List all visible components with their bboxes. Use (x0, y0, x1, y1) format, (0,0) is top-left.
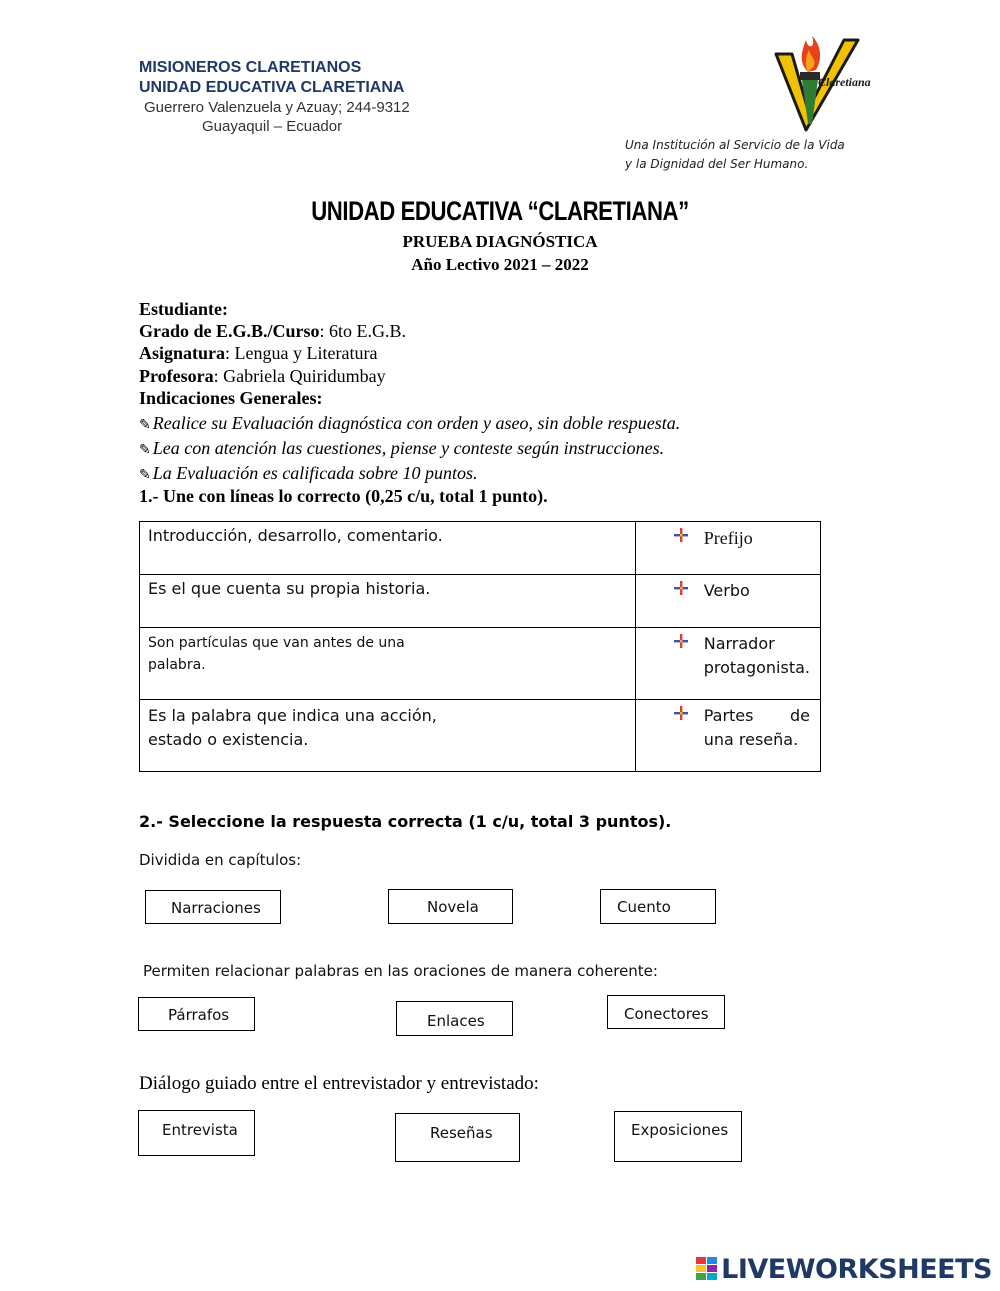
logo-text: Claretiana (818, 75, 871, 89)
match-left-item[interactable]: Es el que cuenta su propia historia. (140, 575, 636, 628)
option-label: Narraciones (171, 899, 261, 917)
school-logo (772, 32, 876, 136)
indication-item (139, 438, 664, 459)
option-label: Exposiciones (631, 1121, 729, 1139)
indication-item (139, 463, 478, 484)
sub-title: PRUEBA DIAGNÓSTICA (402, 232, 598, 251)
question-prompt: Permiten relacionar palabras en las oraciones de manera coherente: (143, 962, 658, 980)
question-prompt: Dividida en capítulos: (139, 851, 302, 869)
option-label: Párrafos (168, 1006, 230, 1024)
motto-line-1: Una Institución al Servicio de la Vida (625, 138, 845, 152)
match-left-item[interactable]: Son partículas que van antes de una palabra. (140, 628, 636, 700)
indication-text: Realice su Evaluación diagnóstica con orden y aseo, sin doble respuesta. (152, 413, 681, 433)
table-row (140, 522, 821, 575)
option-button[interactable] (607, 995, 725, 1029)
option-label: Conectores (624, 1005, 709, 1023)
address-line-1: Guerrero Valenzuela y Azuay; 244-9312 (144, 99, 410, 116)
match-right-label: Verbo (703, 581, 750, 600)
option-button[interactable] (388, 889, 513, 924)
cross-bullet-icon (674, 706, 688, 720)
address-line-2: Guayaquil – Ecuador (202, 118, 343, 135)
institution-line-2: UNIDAD EDUCATIVA CLARETIANA (139, 79, 405, 96)
match-right-item[interactable] (635, 575, 820, 628)
option-button[interactable] (395, 1113, 520, 1162)
option-button[interactable] (600, 889, 716, 924)
match-right-label: Prefijo (703, 528, 753, 548)
option-button[interactable] (614, 1111, 742, 1162)
cross-bullet-icon (674, 528, 688, 542)
grade-label: Grado de E.G.B./Curso (139, 321, 320, 341)
subject-line (139, 343, 377, 364)
liveworksheets-logo-icon (696, 1257, 718, 1281)
option-label: Enlaces (427, 1012, 485, 1030)
option-label: Cuento (617, 898, 671, 916)
match-right-label: Partes de una reseña. (703, 706, 810, 749)
match-right-label: Narrador protagonista. (703, 634, 810, 677)
match-left-item[interactable]: Introducción, desarrollo, comentario. (140, 522, 636, 575)
option-button[interactable] (396, 1001, 513, 1036)
match-left-item[interactable]: Es la palabra que indica una acción, estado o existencia. (140, 700, 636, 772)
pencil-icon: ✎ (139, 468, 151, 483)
teacher-line (139, 366, 386, 387)
option-button[interactable] (145, 890, 281, 924)
main-title: UNIDAD EDUCATIVA “CLARETIANA” (311, 196, 689, 226)
question-prompt: Diálogo guiado entre el entrevistador y entrevistado: (139, 1073, 539, 1094)
option-button[interactable] (138, 997, 255, 1031)
table-row (140, 575, 821, 628)
table-row (140, 628, 821, 700)
grade-value: : 6to E.G.B. (319, 321, 407, 341)
brand-text: LIVEWORKSHEETS (721, 1254, 992, 1285)
subject-value: : Lengua y Literatura (225, 343, 378, 363)
student-label: Estudiante: (139, 299, 229, 319)
teacher-value: : Gabriela Quiridumbay (213, 366, 386, 386)
teacher-label: Profesora (139, 366, 214, 386)
pencil-icon: ✎ (139, 443, 151, 458)
question-1-title: 1.- Une con líneas lo correcto (0,25 c/u, total 1 punto). (139, 486, 548, 506)
cross-bullet-icon (674, 634, 688, 648)
indication-text: La Evaluación es calificada sobre 10 puntos. (152, 463, 478, 483)
table-row (140, 700, 821, 772)
motto-line-2: y la Dignidad del Ser Humano. (625, 157, 809, 171)
pencil-icon: ✎ (139, 418, 151, 433)
grade-line (139, 321, 406, 342)
matching-table (139, 521, 821, 772)
option-label: Entrevista (162, 1121, 238, 1139)
year-title: Año Lectivo 2021 – 2022 (411, 255, 589, 274)
option-button[interactable] (138, 1110, 255, 1156)
subject-label: Asignatura (139, 343, 226, 363)
match-right-item[interactable] (635, 700, 820, 772)
indications-label: Indicaciones Generales: (139, 388, 323, 408)
match-right-item[interactable] (635, 628, 820, 700)
match-right-item[interactable] (635, 522, 820, 575)
indication-text: Lea con atención las cuestiones, piense y conteste según instrucciones. (152, 438, 665, 458)
question-2-title: 2.- Seleccione la respuesta correcta (1 c/u, total 3 puntos). (139, 812, 672, 831)
institution-line-1: MISIONEROS CLARETIANOS (139, 59, 362, 76)
option-label: Novela (427, 898, 479, 916)
liveworksheets-brand (696, 1254, 992, 1285)
option-label: Reseñas (430, 1124, 493, 1142)
indication-item (139, 413, 680, 434)
cross-bullet-icon (674, 581, 688, 595)
